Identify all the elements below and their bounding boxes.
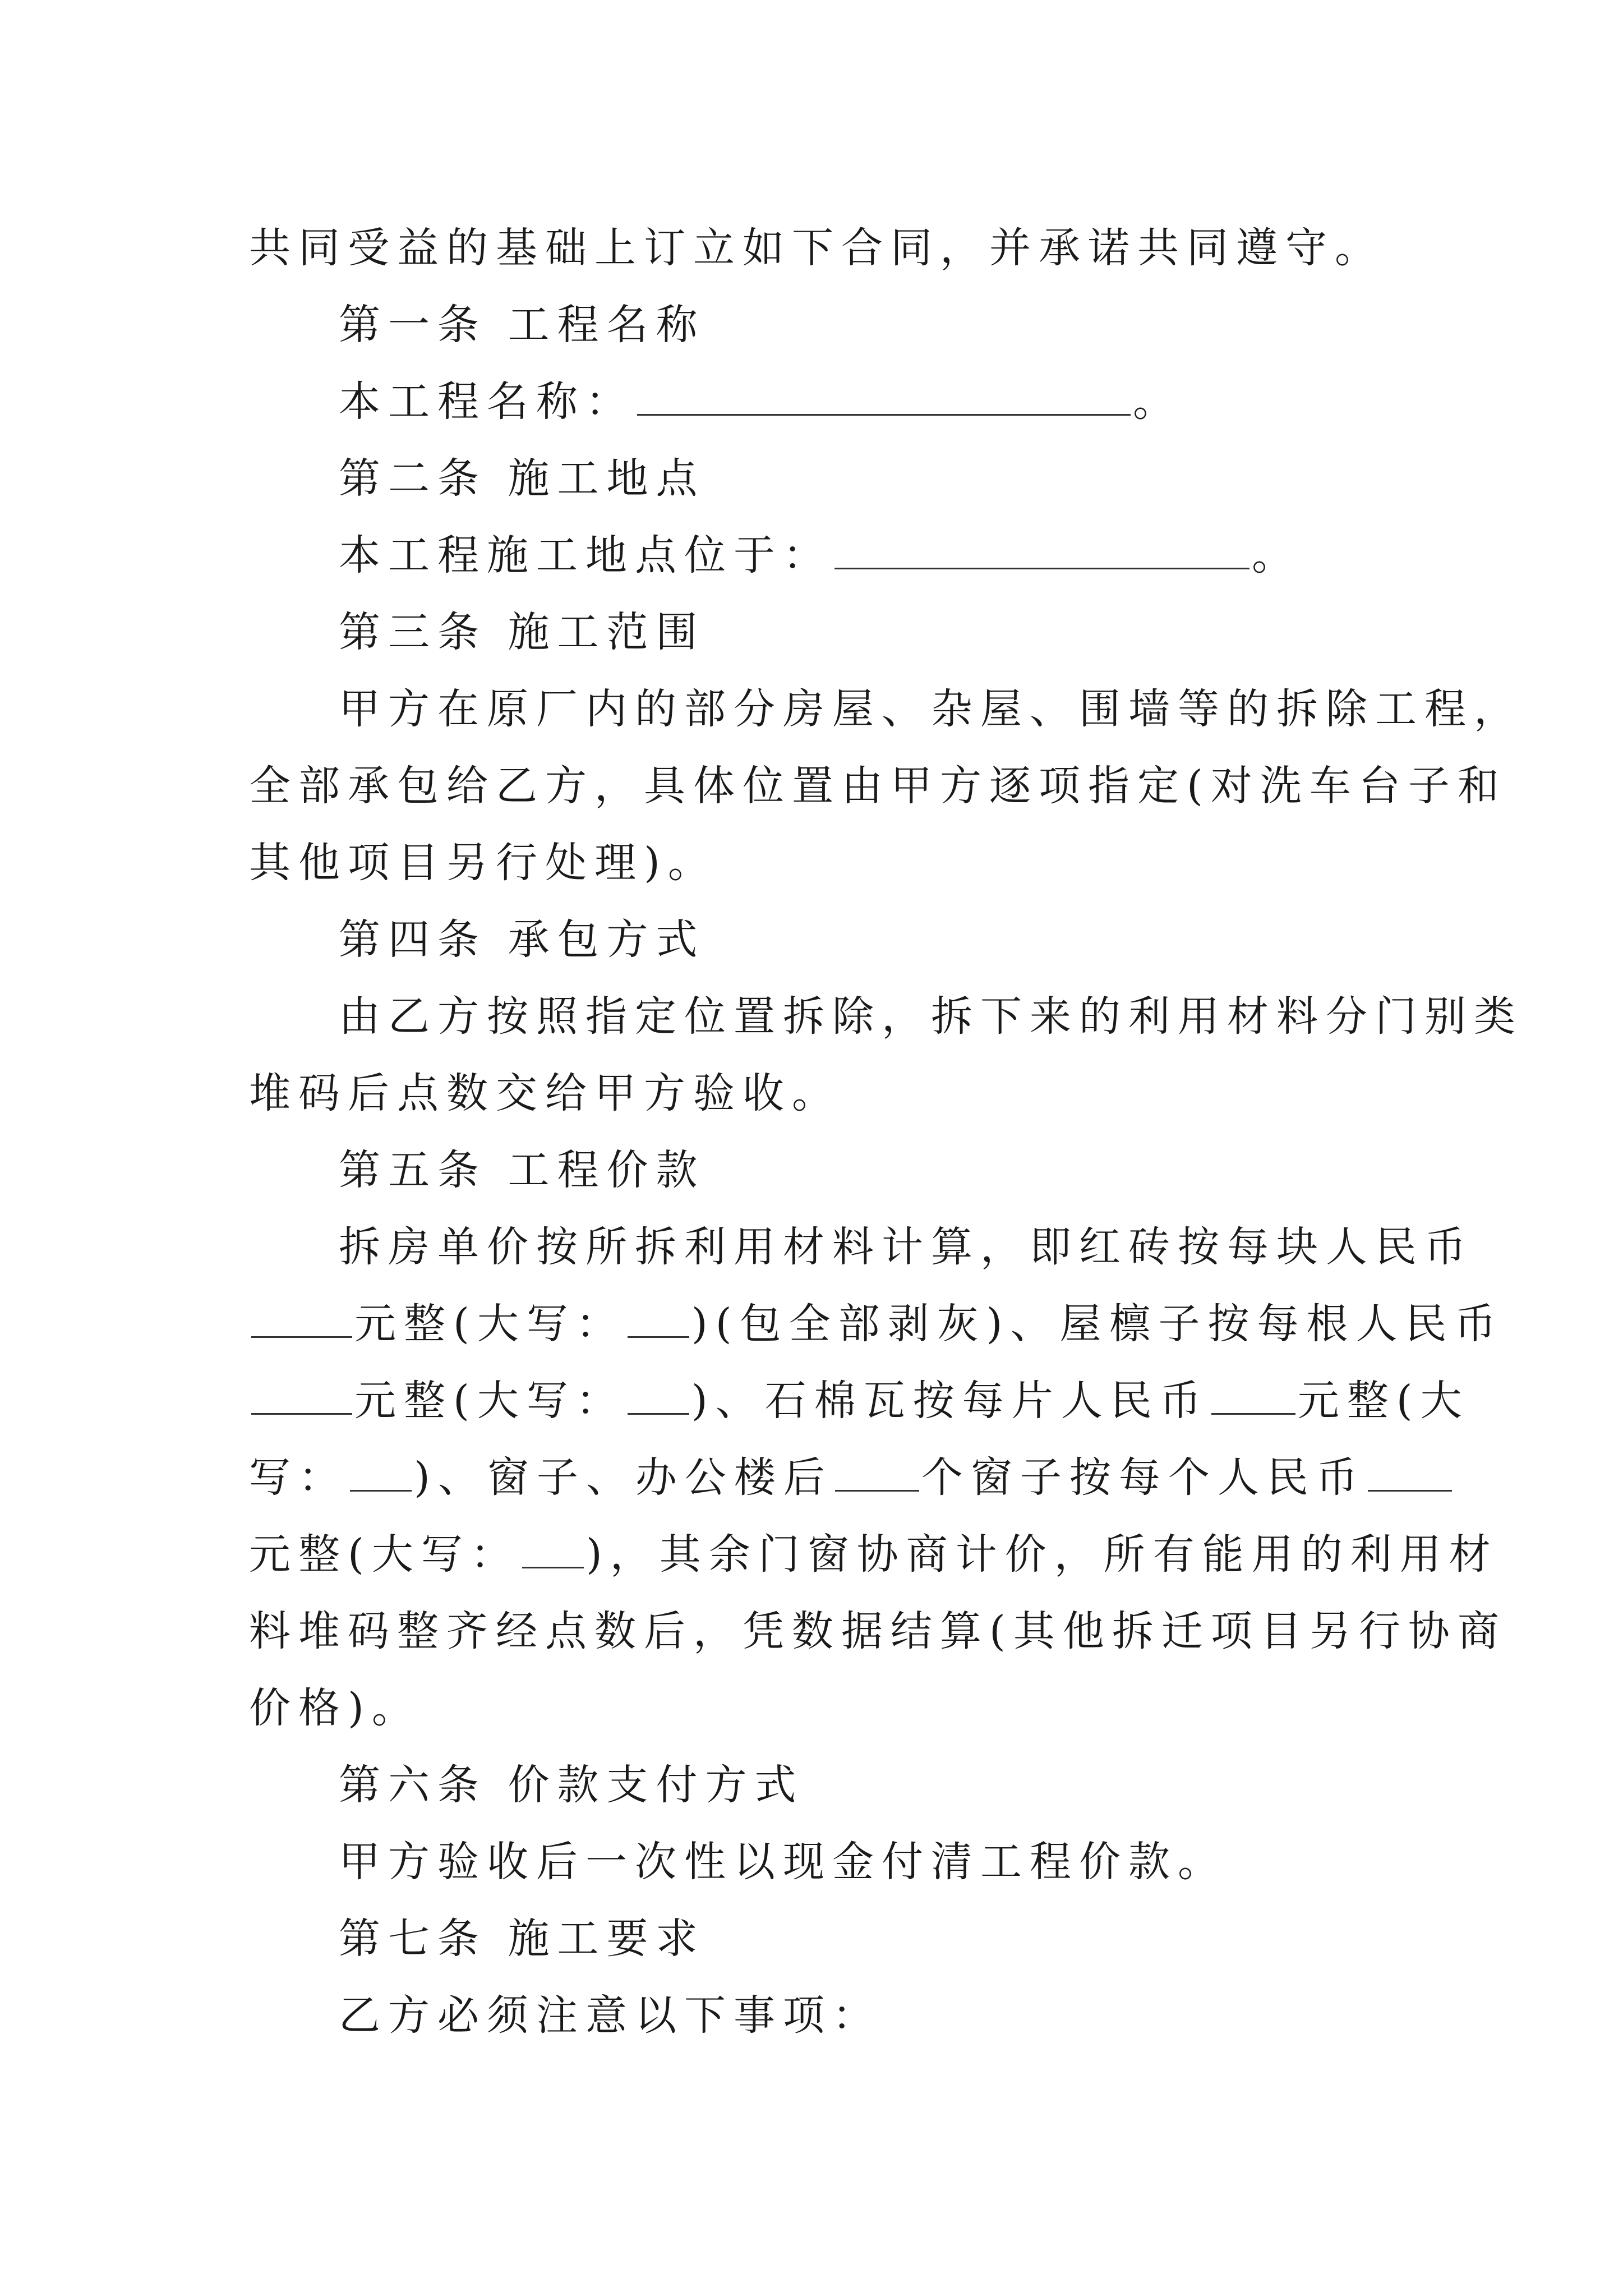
site-location-blank (834, 526, 1249, 569)
line-text: )、石棉瓦按每片人民币 (691, 1377, 1209, 1425)
paragraph-line (249, 1977, 1382, 2054)
line-text: )，其余门窗协商计价，所有能用的利用材 (585, 1530, 1498, 1579)
paragraph-line (249, 1055, 1382, 1132)
paragraph-line (249, 671, 1523, 748)
paragraph-line (249, 748, 1507, 825)
article-heading (249, 287, 1382, 364)
amount-words-blank (350, 1448, 412, 1492)
heading-text: 第六条 价款支付方式 (339, 1761, 804, 1809)
article-heading (249, 1132, 1382, 1209)
line-text: 元整(大写： (249, 1530, 520, 1579)
heading-text: 第五条 工程价款 (339, 1146, 706, 1194)
amount-words-blank (628, 1295, 689, 1338)
line-text: 元整(大 (1297, 1377, 1470, 1425)
article-heading (249, 594, 1382, 671)
line-text: 共同受益的基础上订立如下合同，并承诺共同遵守。 (249, 224, 1384, 272)
line-text: )、窗子、办公楼后 (414, 1453, 833, 1502)
line-text: 本工程施工地点位于： (339, 531, 832, 579)
heading-text: 第七条 施工要求 (339, 1915, 706, 1963)
line-text: 。 (1133, 378, 1182, 426)
paragraph-line (249, 1824, 1382, 1901)
price-blank (251, 1372, 352, 1415)
line-text: 元整(大写： (354, 1300, 625, 1348)
paragraph-line (249, 210, 1382, 287)
line-text: 元整(大写： (354, 1377, 625, 1425)
line-text: 。 (1252, 531, 1301, 579)
amount-words-blank (522, 1525, 584, 1568)
paragraph-line (249, 1286, 1504, 1363)
line-text: 其他项目另行处理)。 (249, 839, 717, 887)
line-text: 堆码后点数交给甲方验收。 (249, 1069, 841, 1117)
line-text: 乙方必须注意以下事项： (339, 1991, 882, 2040)
paragraph-line (249, 1363, 1470, 1439)
amount-words-blank (628, 1372, 689, 1415)
line-text: 个窗子按每个人民币 (921, 1453, 1366, 1502)
line-text: 料堆码整齐经点数后，凭数据结算(其他拆迁项目另行协商 (249, 1607, 1507, 1655)
paragraph-line (249, 364, 1382, 440)
line-text: 拆房单价按所拆利用材料计算，即红砖按每块人民币 (339, 1223, 1474, 1271)
article-heading (249, 1747, 1382, 1824)
heading-text: 第三条 施工范围 (339, 608, 706, 656)
line-text: 全部承包给乙方，具体位置由甲方逐项指定(对洗车台子和 (249, 762, 1507, 810)
article-heading (249, 901, 1382, 978)
article-heading (249, 440, 1382, 517)
paragraph-line (249, 1670, 1382, 1747)
line-text: 价格)。 (249, 1684, 421, 1732)
price-blank (251, 1295, 352, 1338)
paragraph-line (249, 1516, 1498, 1593)
heading-text: 第四条 承包方式 (339, 915, 706, 964)
line-text: 本工程名称： (339, 378, 635, 426)
heading-text: 第一条 工程名称 (339, 301, 706, 349)
line-text: 由乙方按照指定位置拆除，拆下来的利用材料分门别类 (339, 992, 1523, 1041)
project-name-blank (637, 372, 1131, 416)
price-blank (1211, 1372, 1295, 1415)
line-text: )(包全部剥灰)、屋檩子按每根人民币 (691, 1300, 1504, 1348)
paragraph-line (249, 1593, 1507, 1670)
paragraph-line (249, 1209, 1474, 1286)
contract-body (249, 210, 1523, 2054)
paragraph-line (249, 1439, 1382, 1516)
line-text: 甲方验收后一次性以现金付清工程价款。 (339, 1838, 1227, 1886)
article-heading (249, 1901, 1382, 1977)
line-text: 甲方在原厂内的部分房屋、杂屋、围墙等的拆除工程， (339, 685, 1523, 733)
paragraph-line (249, 978, 1523, 1055)
window-count-blank (835, 1448, 919, 1492)
paragraph-line (249, 825, 1382, 901)
price-blank (1368, 1448, 1452, 1492)
heading-text: 第二条 施工地点 (339, 454, 706, 503)
line-text: 写： (249, 1453, 348, 1502)
paragraph-line (249, 517, 1382, 594)
